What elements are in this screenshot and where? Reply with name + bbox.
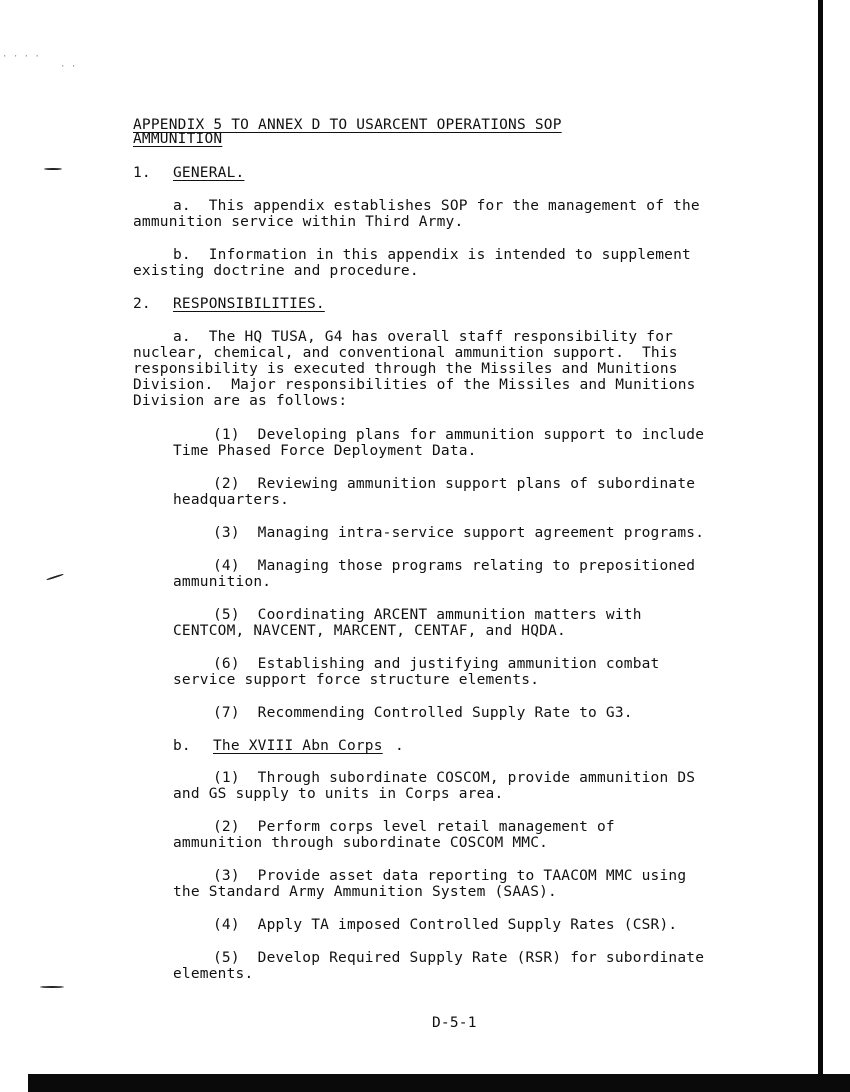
item-b1-line: (1) Through subordinate COSCOM, provide ammunition DS <box>213 770 696 786</box>
item-b5-line: elements. <box>173 966 254 982</box>
item-a4-line: ammunition. <box>173 574 272 590</box>
item-b4-line: (4) Apply TA imposed Controlled Supply Rates (CSR). <box>213 917 678 933</box>
margin-mark <box>40 986 64 988</box>
item-b3-line: (3) Provide asset data reporting to TAACOM MMC using <box>213 868 687 884</box>
item-b3-line: the Standard Army Ammunition System (SAAS). <box>173 884 557 900</box>
paragraph-2b-period: . <box>395 738 404 754</box>
item-b1-line: and GS supply to units in Corps area. <box>173 786 504 802</box>
paragraph-1a-line: a. This appendix establishes SOP for the management of the <box>173 198 700 214</box>
paragraph-1b-line: existing doctrine and procedure. <box>133 263 419 279</box>
item-a3-line: (3) Managing intra-service support agreement programs. <box>213 525 705 541</box>
item-a5-line: CENTCOM, NAVCENT, MARCENT, CENTAF, and HQDA. <box>173 623 566 639</box>
paragraph-2a-line: nuclear, chemical, and conventional ammunition support. This <box>133 345 678 361</box>
item-a6-line: service support force structure elements. <box>173 672 540 688</box>
appendix-subject: AMMUNITION <box>133 131 223 147</box>
item-a1-line: Time Phased Force Deployment Data. <box>173 443 477 459</box>
paragraph-2a-line: responsibility is executed through the Missiles and Munitions <box>133 361 678 377</box>
item-a6-line: (6) Establishing and justifying ammunition combat <box>213 656 660 672</box>
scan-speck: · · · · <box>2 52 40 62</box>
item-a7-line: (7) Recommending Controlled Supply Rate to G3. <box>213 705 633 721</box>
paragraph-1a-line: ammunition service within Third Army. <box>133 214 464 230</box>
item-a2-line: (2) Reviewing ammunition support plans of subordinate <box>213 476 696 492</box>
item-b2-line: (2) Perform corps level retail management of <box>213 819 615 835</box>
paragraph-2b-heading: The XVIII Abn Corps <box>213 738 383 754</box>
paragraph-2a-line: Division are as follows: <box>133 393 348 409</box>
paragraph-2a-line: Division. Major responsibilities of the Missiles and Munitions <box>133 377 696 393</box>
item-b5-line: (5) Develop Required Supply Rate (RSR) for subordinate <box>213 950 705 966</box>
page-number: D-5-1 <box>432 1015 477 1031</box>
section-2-number: 2. <box>133 296 151 312</box>
margin-mark <box>46 573 64 580</box>
appendix-title: APPENDIX 5 TO ANNEX D TO USARCENT OPERATIONS SOP <box>133 117 562 133</box>
item-a4-line: (4) Managing those programs relating to prepositioned <box>213 558 696 574</box>
scan-border-bottom <box>28 1074 850 1092</box>
section-2-heading: RESPONSIBILITIES. <box>173 296 325 312</box>
section-1-number: 1. <box>133 165 151 181</box>
paragraph-2a-line: a. The HQ TUSA, G4 has overall staff responsibility for <box>173 329 674 345</box>
item-b2-line: ammunition through subordinate COSCOM MMC. <box>173 835 549 851</box>
item-a1-line: (1) Developing plans for ammunition support to include <box>213 427 705 443</box>
item-a2-line: headquarters. <box>173 492 290 508</box>
scan-speck: · · <box>60 62 77 72</box>
item-a5-line: (5) Coordinating ARCENT ammunition matters with <box>213 607 642 623</box>
scan-border-right <box>818 0 850 1092</box>
paragraph-1b-line: b. Information in this appendix is intended to supplement <box>173 247 691 263</box>
paragraph-2b-number: b. <box>173 738 191 754</box>
margin-mark <box>44 168 62 170</box>
section-1-heading: GENERAL. <box>173 165 245 181</box>
